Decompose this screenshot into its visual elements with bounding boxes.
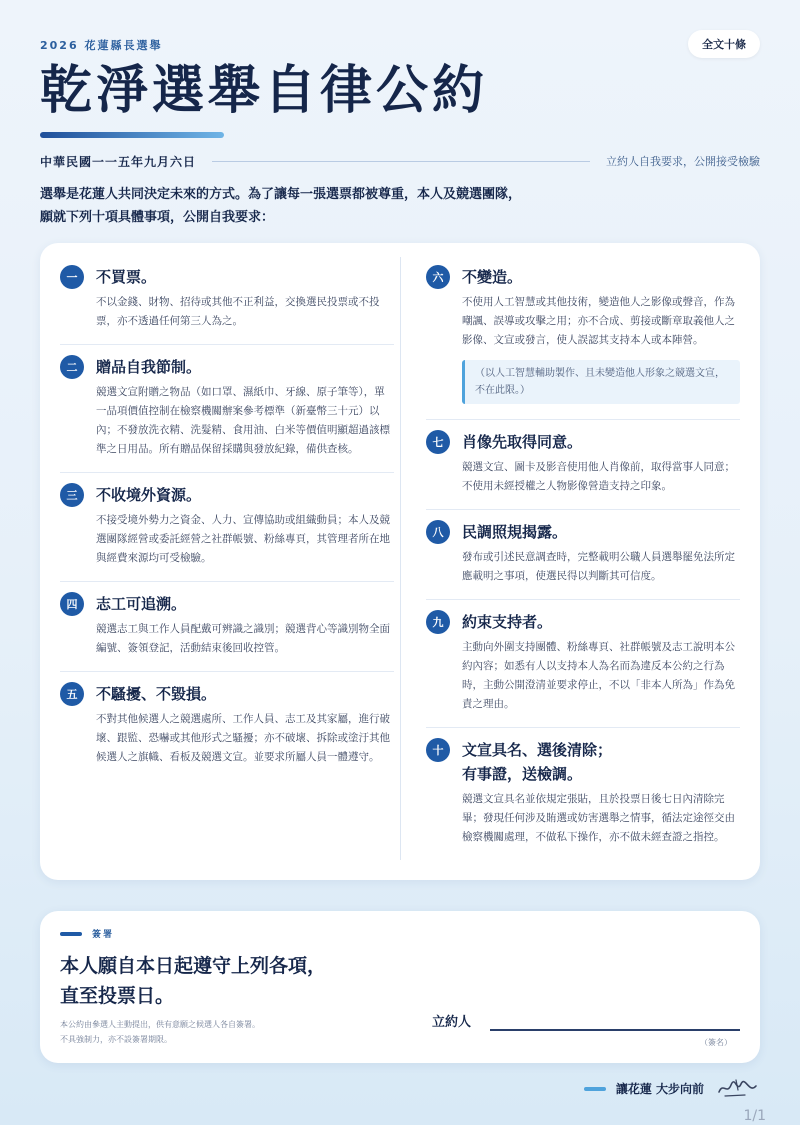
footer-slogan [584,1080,704,1097]
signature-headline [60,951,326,1011]
rule-title: 文宣具名、選後清除； [462,741,613,759]
rule-number-badge: 十 [426,738,450,762]
label-dash [60,932,82,936]
rule-title: 民調照規揭露。 [462,523,568,541]
rule-title: 不收境外資源。 [96,486,202,504]
title-underline [40,132,224,138]
rule-body: 發布或引述民意調查時，完整載明公職人員選舉罷免法所定應載明之事項，使選民得以判斷其可信度。 [462,551,735,582]
signature-headline-line-2: 直至投票日。 [60,985,175,1007]
rule-title: 不變造。 [462,268,523,286]
page-number: 1/1 [743,1108,766,1124]
rule-title: 不買票。 [96,268,157,286]
rule-body: 不使用人工智慧或其他技術，變造他人之影像或聲音，作為嘲諷、誤導或攻擊之用；亦不合成、剪接或斷章取義他人之影像、文宣或發言，使人誤認其支持本人或本陣營。 [462,296,735,346]
rule-body: 不對其他候選人之競選處所、工作人員、志工及其家屬，進行破壞、跟監、恐嚇或其他形式之騷擾；亦不破壞、拆除或塗汙其他候選人之旗幟、看板及競選文宣。並要求所屬人員一體遵守。 [96,713,390,763]
rule-header [426,430,740,454]
intro-line-1: 選舉是花蓮人共同決定未來的方式。為了讓每一張選票都被尊重，本人及競選團隊， [40,187,522,202]
rule-number-badge: 三 [60,483,84,507]
rule-header [60,265,394,289]
rule-number-badge: 四 [60,592,84,616]
rules-card [40,243,760,880]
rule-number-badge: 六 [426,265,450,289]
rule-body: 競選文宣、圖卡及影音使用他人肖像前，取得當事人同意；不使用未經授權之人物影像營造支持之印象。 [462,461,735,492]
rule-item [426,510,740,600]
slogan-text: 讓花蓮 大步向前 [615,1082,704,1096]
rule-header [426,520,740,544]
rule-body: 競選志工與工作人員配戴可辨識之識別；競選背心等識別物全面編號、簽領登記，活動結束後回收控管。 [96,623,390,654]
rule-item [60,255,394,345]
rule-number-badge: 九 [426,610,450,634]
rule-item [426,728,740,860]
rule-item [426,255,740,420]
signature-label-text: 簽署 [92,930,115,940]
signature-disclaimer [60,1017,260,1047]
rule-title: 贈品自我節制。 [96,358,202,376]
signature-headline-line-1: 本人願自本日起遵守上列各項， [60,955,327,977]
rule-body: 競選文宣具名並依規定張貼，且於投票日後七日內清除完畢；發現任何涉及賄選或妨害選舉之情事，循法定途徑交由檢察機關處理，不做私下操作，亦不做未經查證之指控。 [462,793,735,843]
signature-line[interactable] [490,1029,740,1031]
disclaimer-line-1: 本公約由參選人主動提出，供有意願之候選人各自簽署。 [60,1020,260,1029]
rule-item [426,600,740,728]
rule-title: 不騷擾、不毀損。 [96,685,217,703]
election-label: 2026 花蓮縣長選舉 [40,39,163,52]
intro-paragraph [40,183,760,229]
tagline: 立約人自我要求，公開接受檢驗 [606,155,760,168]
rule-item [426,420,740,510]
rules-column-left [60,255,394,866]
rule-header [426,738,740,786]
rule-title-line-2: 有事證，送檢調。 [462,765,583,783]
intro-line-2: 願就下列十項具體事項，公開自我要求： [40,210,275,225]
page-title: 乾淨選舉自律公約 [40,61,489,121]
rule-number-badge: 八 [426,520,450,544]
rule-title-group [462,738,612,786]
article-count-badge: 全文十條 [688,30,760,58]
disclaimer-line-2: 不具強制力，亦不設簽署期限。 [60,1035,172,1044]
rule-item [60,672,394,780]
rule-header [60,483,394,507]
rule-header [60,682,394,706]
signature-card [40,911,760,1063]
rule-body: 不接受境外勢力之資金、人力、宣傳協助或組織動員；本人及競選團隊經營或委託經營之社群帳號、粉絲專頁，其管理者所在地與經費來源均可受檢驗。 [96,514,390,564]
column-divider [400,257,401,860]
rule-header [60,355,394,379]
rule-number-badge: 二 [60,355,84,379]
rule-header [60,592,394,616]
rules-column-right [426,255,740,866]
date-divider [212,161,590,162]
rule-header [426,265,740,289]
signature-section-label [60,927,114,940]
rule-number-badge: 一 [60,265,84,289]
rule-item [60,473,394,582]
signer-label: 立約人 [432,1015,472,1030]
ai-exception-note: （以人工智慧輔助製作、且未變造他人形象之競選文宣，不在此限。） [462,360,740,404]
rule-title: 肖像先取得同意。 [462,433,583,451]
rule-header [426,610,740,634]
rule-item [60,582,394,672]
handwritten-mark-icon [716,1076,760,1100]
date-row [40,152,760,170]
signature-hint: （簽名） [700,1038,732,1047]
rule-number-badge: 七 [426,430,450,454]
rule-number-badge: 五 [60,682,84,706]
rule-title: 約束支持者。 [462,613,553,631]
rule-body: 競選文宣附贈之物品（如口罩、濕紙巾、牙線、原子筆等），單一品項價值控制在檢察機關辦案參考標準（新臺幣三十元）以內；不發放洗衣精、洗髮精、食用油、白米等價值明顯超過該標準之日用品。所有贈品保留採購與發放紀錄，備供查核。 [96,386,390,455]
rule-body: 主動向外圍支持團體、粉絲專頁、社群帳號及志工說明本公約內容；如悉有人以支持本人為名而為違反本公約之行為時，主動公開澄清並要求停止，不以「非本人所為」作為免責之理由。 [462,641,735,710]
rule-item [60,345,394,473]
rule-body: 不以金錢、財物、招待或其他不正利益，交換選民投票或不投票，亦不透過任何第三人為之。 [96,296,380,327]
slogan-dash [584,1087,606,1091]
date-text: 中華民國一一五年九月六日 [40,154,197,169]
rule-title: 志工可追溯。 [96,595,187,613]
